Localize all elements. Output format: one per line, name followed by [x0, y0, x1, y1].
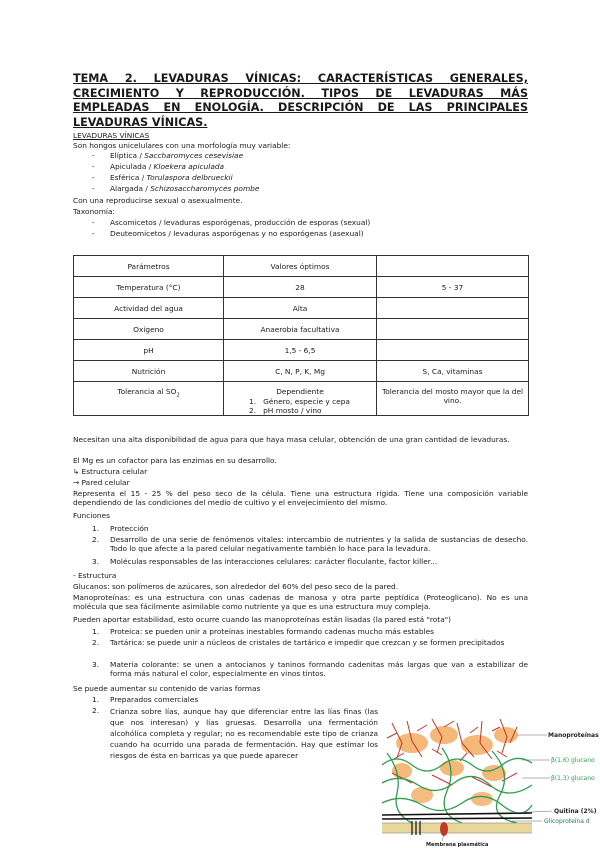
table-cell: 5 - 37 [377, 277, 529, 298]
list-item: Preparados comerciales [110, 695, 199, 704]
glucan-chains [382, 748, 532, 823]
increase-text: Se puede aumentar su contenido de varias formas [73, 684, 261, 693]
list-number: 2. [92, 706, 100, 715]
table-cell: Tolerancia al $SO_2$ [74, 382, 224, 416]
list-item: Moléculas responsables de las interacciones celulares: carácter floculante, factor killer... [110, 557, 438, 566]
list-number: 2. [92, 535, 100, 544]
parameters-table [73, 255, 529, 416]
list-item: Crianza sobre lías, aunque hay que diferenciar entre las lías finas (las que nos interesan) y lías gruesas. Desarrolla una fermentación alcohólica completa y regular; no es recomendable este tipo de crianza cuando ha ocurrido una parada de fermentación. Hay que estimar los riesgos de ésta en barricas ya que puede aparecer [110, 707, 378, 760]
list-number: 3. [92, 660, 100, 669]
label-membrane: Membrana plasmática [426, 842, 489, 848]
list-number: 3. [92, 557, 100, 566]
list-item: Alargada / Schizosaccharomyces pombe [110, 184, 260, 193]
glycoprotein-anchor [440, 822, 448, 836]
table-row [74, 319, 529, 340]
list-item: Tartárica: se puede unir a núcleos de cristales de tartárico e impedir que crezcan y se formen precipitados [110, 638, 505, 647]
list-item: - [92, 173, 95, 182]
list-item: - [92, 218, 95, 227]
plasma-membrane [382, 823, 532, 833]
list-number: 1. [92, 627, 100, 636]
mg-line: El Mg es un cofactor para las enzimas en su desarrollo. [73, 456, 277, 465]
wall-paragraph: Representa el 15 - 25 % del peso seco de la célula. Tiene una estructura rígida. Tiene una composición variable dependiendo de las condiciones del medio de cultivo y el envejecimiento del mismo. [73, 489, 528, 508]
list-item: - [92, 151, 95, 160]
functions-label: Funciones [73, 511, 110, 520]
list-number: 1. [92, 695, 100, 704]
table-cell: 28 [224, 277, 377, 298]
table-cell: 1,5 - 6,5 [224, 340, 377, 361]
table-header-row [74, 256, 529, 277]
table-cell [377, 340, 529, 361]
label-b13-glucan: β(1,3) glucano [551, 775, 595, 782]
mannoproteins-text: Manoproteínas: es una estructura con unas cadenas de manosa y otra parte peptídica (Proteoglicano). No es una molécula que sea fácilmente asimilable como nutriente ya que es una estructura muy compleja. [73, 593, 528, 612]
table-cell: Nutrición [74, 361, 224, 382]
list-item: Materia colorante: se unen a antocianos y taninos formando cadenitas más largas que van a estabilizar de forma más natural el color, especialmente en vinos tintos. [110, 660, 528, 679]
structure-label: - Estructura [73, 571, 117, 580]
list-item: Esférica / Torulaspora delbrueckii [110, 173, 233, 182]
table-cell: Tolerancia del mosto mayor que la del vino. [377, 382, 529, 416]
table-cell [377, 298, 529, 319]
table-header-cell: Valores óptimos [224, 256, 377, 277]
taxonomy-label: Taxonomía: [73, 207, 115, 216]
stability-intro: Pueden aportar estabilidad, esto ocurre cuando las manoproteínas están lisadas (la pared está "rota") [73, 615, 452, 624]
label-mannoproteins: Manoproteínas [548, 732, 599, 739]
section-heading: LEVADURAS VÍNICAS [73, 131, 150, 140]
table-row [74, 298, 529, 319]
list-item: - [92, 229, 95, 238]
list-item: Apiculada / Kloekera apiculada [110, 162, 225, 171]
table-cell: C, N, P, K, Mg [224, 361, 377, 382]
cell-structure-heading: ↳ Estructura celular [73, 467, 148, 476]
table-header-cell [377, 256, 529, 277]
table-cell: pH [74, 340, 224, 361]
table-cell: Dependiente 1. Género, especie y cepa 2. pH mosto / vino [224, 382, 377, 416]
table-cell: Actividad del agua [74, 298, 224, 319]
glucans-text: Glucanos: son polímeros de azúcares, son alrededor del 60% del peso seco de la pared. [73, 582, 399, 591]
cell-wall-diagram [382, 713, 600, 848]
cell-wall-heading: → Pared celular [73, 478, 130, 487]
list-item: Desarrollo de una serie de fenómenos vitales: intercambio de nutrientes y la salida de sustancias de desecho. Todo lo que afecte a la pared celular negativamente también lo hace para la levadura. [110, 535, 528, 554]
table-cell: Temperatura (°C) [74, 277, 224, 298]
table-row [74, 361, 529, 382]
table-header-cell: Parámetros [74, 256, 224, 277]
table-row [74, 340, 529, 361]
list-item: Protección [110, 524, 149, 533]
list-number: 2. [92, 638, 100, 647]
list-item: Elíptica / Saccharomyces cesevisiae [110, 151, 244, 160]
list-item: - [92, 162, 95, 171]
table-row [74, 277, 529, 298]
reproduction-text: Con una reproducirse sexual o asexualmente. [73, 196, 243, 205]
water-paragraph: Necesitan una alta disponibilidad de agua para que haya masa celular, obtención de una gran cantidad de levaduras. [73, 435, 510, 444]
label-b16-glucan: β(1,6) glucano [551, 757, 595, 764]
list-item: Deuteomicetos / levaduras asporógenas y no esporógenas (asexual) [110, 229, 364, 238]
table-row [74, 382, 529, 416]
list-number: 1. [92, 524, 100, 533]
list-item: - [92, 184, 95, 193]
label-glycoprotein: Glicoproteína d [544, 818, 590, 825]
table-cell: Oxígeno [74, 319, 224, 340]
list-item: Ascomicetos / levaduras esporógenas, producción de esporas (sexual) [110, 218, 371, 227]
table-cell: Alta [224, 298, 377, 319]
list-item: Proteica: se pueden unir a proteínas inestables formando cadenas mucho más estables [110, 627, 434, 636]
table-cell: S, Ca, vitaminas [377, 361, 529, 382]
document-title: TEMA 2. LEVADURAS VÍNICAS: CARACTERÍSTICAS GENERALES, CRECIMIENTO Y REPRODUCCIÓN. TIPOS DE LEVADURAS MÁS EMPLEADAS EN ENOLOGÍA. DESCRIPCIÓN DE LAS PRINCIPALES LEVADURAS VÍNICAS. [73, 72, 528, 129]
chitin-chains [382, 813, 532, 819]
table-cell: Anaerobia facultativa [224, 319, 377, 340]
table-cell [377, 319, 529, 340]
label-chitin: Quitina (2%) [554, 808, 597, 815]
intro-text: Son hongos unicelulares con una morfología muy variable: [73, 141, 291, 150]
